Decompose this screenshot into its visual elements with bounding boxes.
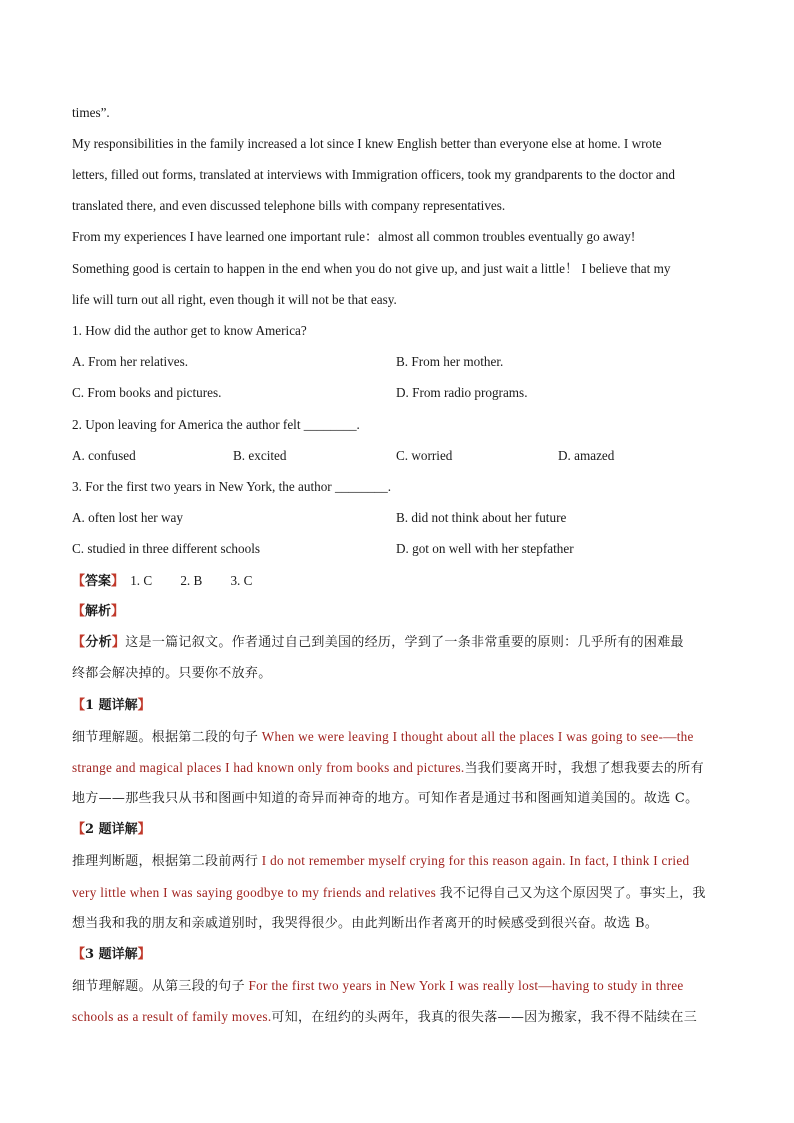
option-c: C. studied in three different schools — [72, 541, 261, 556]
option-a: A. often lost her way — [72, 510, 183, 525]
passage-line: From my experiences I have learned one important rule：almost all common troubles eventually go away! — [72, 229, 636, 244]
answer-3: 3. C — [230, 573, 253, 588]
q2-detail-line: 想当我和我的朋友和亲戚道别时，我哭得很少。由此判断出作者离开的时候感受到很兴奋。故选 B。 — [72, 916, 659, 931]
option-a: A. From her relatives. — [72, 354, 189, 369]
option-c: C. From books and pictures. — [72, 385, 222, 400]
q3-detail-title: 【3 题详解】 — [72, 947, 151, 962]
passage-line: letters, filled out forms, translated at interviews with Immigration officers, took my grandparents to the doctor and — [72, 167, 675, 182]
option-a: A. confused — [72, 448, 136, 463]
q1-detail-line: 地方——那些我只从书和图画中知道的奇异而神奇的地方。可知作者是通过书和图画知道美国的。故选 C。 — [72, 791, 699, 806]
option-d: D. From radio programs. — [396, 385, 528, 400]
analysis-summary-cont: 终都会解决掉的。只要你不放弃。 — [72, 666, 272, 681]
q2-detail-line: 推理判断题，根据第二段前两行 I do not remember myself crying for this reason again. In fact, I think I cried — [72, 853, 690, 869]
option-d: D. got on well with her stepfather — [396, 541, 574, 556]
option-d: D. amazed — [558, 448, 615, 463]
option-b: B. did not think about her future — [396, 510, 567, 525]
answer-2: 2. B — [180, 573, 203, 588]
analysis-summary: 【分析】这是一篇记叙文。作者通过自己到美国的经历，学到了一条非常重要的原则：几乎所有的困难最 — [72, 635, 684, 650]
answer-line — [72, 573, 252, 590]
passage-line: My responsibilities in the family increased a lot since I knew English better than everyone else at home. I wrote — [72, 136, 662, 151]
q3-detail-line: 细节理解题。从第三段的句子 For the first two years in New York I was really lost—having to study in three — [72, 978, 684, 994]
passage-line: times”. — [72, 105, 110, 120]
q1-detail-line: strange and magical places I had known only from books and pictures.当我们要离开时，我想了想我要去的所有 — [72, 760, 704, 776]
option-b: B. excited — [233, 448, 287, 463]
analysis-title: 【解析】 — [72, 604, 125, 619]
option-b: B. From her mother. — [396, 354, 504, 369]
q3-detail-line: schools as a result of family moves.可知，在纽约的头两年，我真的很失落——因为搬家，我不得不陆续在三 — [72, 1009, 698, 1025]
passage-line: Something good is certain to happen in the end when you do not give up, and just wait a little！ I believe that my — [72, 261, 671, 276]
passage-line: life will turn out all right, even though it will not be that easy. — [72, 292, 397, 307]
q1-detail-line: 细节理解题。根据第二段的句子 When we were leaving I thought about all the places I was going to see-—the — [72, 729, 694, 745]
q1-detail-title: 【1 题详解】 — [72, 698, 151, 713]
question-stem: 3. For the first two years in New York, the author ________. — [72, 479, 392, 494]
answer-1: 1. C — [130, 573, 153, 588]
passage-line: translated there, and even discussed telephone bills with company representatives. — [72, 198, 506, 213]
option-c: C. worried — [396, 448, 453, 463]
answer-label: 【答案】 — [72, 574, 125, 589]
q2-detail-line: very little when I was saying goodbye to my friends and relatives 我不记得自己又为这个原因哭了。事实上，我 — [72, 885, 706, 901]
question-stem: 1. How did the author get to know America? — [72, 323, 307, 338]
question-stem: 2. Upon leaving for America the author felt ________. — [72, 417, 360, 432]
q2-detail-title: 【2 题详解】 — [72, 822, 151, 837]
